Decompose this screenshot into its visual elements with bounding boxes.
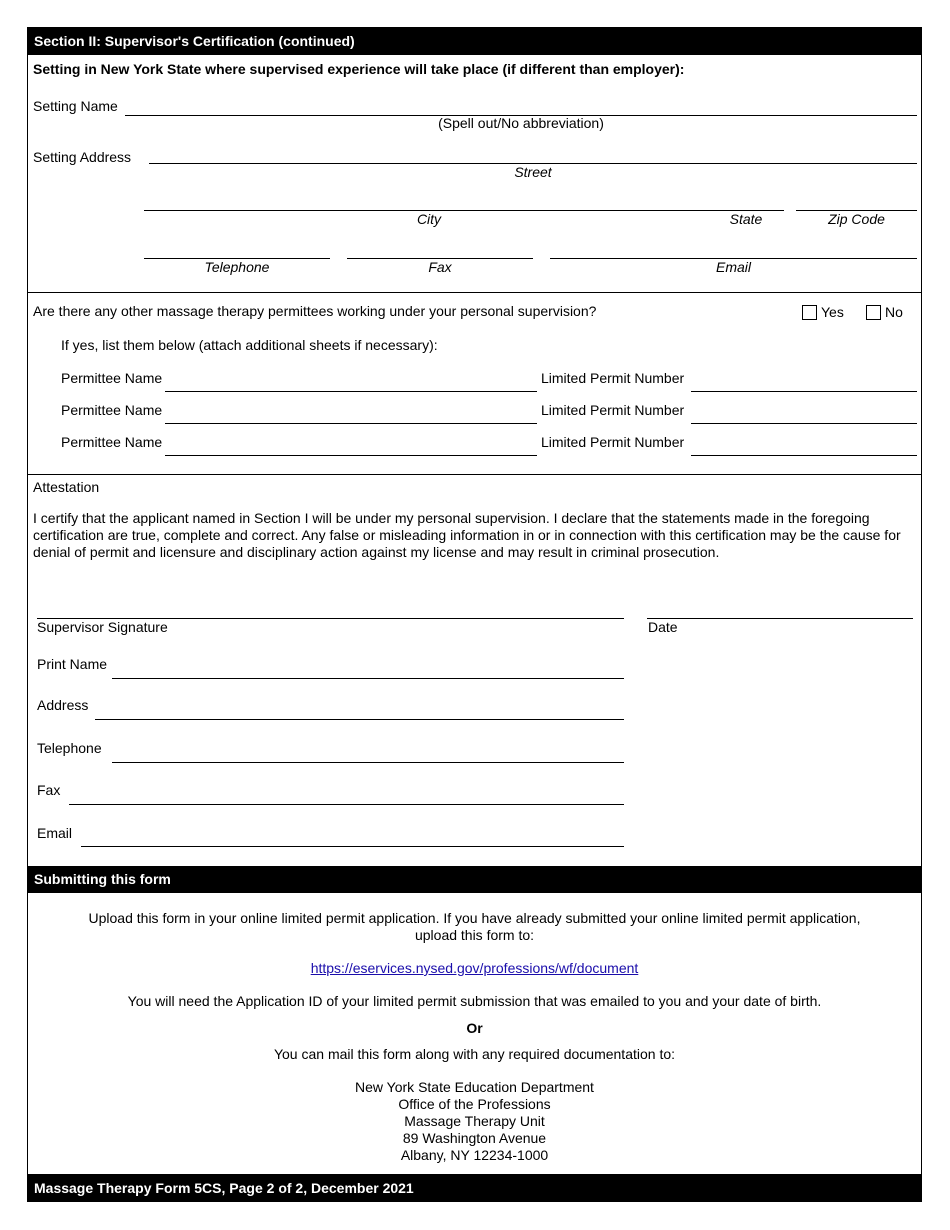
setting-heading: Setting in New York State where supervised experience will take place (if different than employer): bbox=[33, 61, 685, 77]
divider bbox=[27, 292, 922, 293]
print-name-label: Print Name bbox=[37, 656, 108, 672]
upload-line-1: Upload this form in your online limited permit application. If you have already submitted your online limited permit application, bbox=[88, 910, 861, 926]
yes-label: Yes bbox=[821, 304, 844, 320]
address-line: New York State Education Department bbox=[355, 1079, 594, 1095]
upload-line-2: upload this form to: bbox=[414, 927, 535, 943]
supervisor-email-field[interactable] bbox=[81, 846, 624, 847]
setting-name-caption: (Spell out/No abbreviation) bbox=[438, 115, 604, 131]
app-id-text: You will need the Application ID of your limited permit submission that was emailed to you and your date of birth. bbox=[127, 993, 822, 1009]
print-name-field[interactable] bbox=[112, 678, 624, 679]
document-link-wrap bbox=[27, 960, 922, 976]
permittee-name-field[interactable] bbox=[165, 455, 537, 456]
setting-name-label: Setting Name bbox=[33, 98, 118, 114]
zip-caption: Zip Code bbox=[828, 211, 885, 227]
section-header-text: Section II: Supervisor's Certification (continued) bbox=[34, 33, 355, 49]
yes-checkbox[interactable] bbox=[802, 305, 817, 320]
attestation-title: Attestation bbox=[33, 479, 100, 495]
or-text: Or bbox=[466, 1020, 483, 1036]
permittee-name-field[interactable] bbox=[165, 423, 537, 424]
address-line: Office of the Professions bbox=[398, 1096, 551, 1112]
permit-number-field[interactable] bbox=[691, 391, 917, 392]
supervisor-telephone-label: Telephone bbox=[37, 740, 102, 756]
permittee-name-field[interactable] bbox=[165, 391, 537, 392]
footer bbox=[27, 1174, 922, 1202]
signature-label: Supervisor Signature bbox=[37, 619, 168, 635]
state-caption: State bbox=[729, 211, 763, 227]
address-line: Massage Therapy Unit bbox=[404, 1113, 545, 1129]
fax-caption: Fax bbox=[428, 259, 452, 275]
permit-number-label: Limited Permit Number bbox=[541, 434, 685, 450]
permit-number-field[interactable] bbox=[691, 455, 917, 456]
attestation-text: I certify that the applicant named in Section I will be under my personal supervision. I declare that the statements made in the foregoing certification are true, complete and correct. Any false or misleading information in or in connection with this certification may be the cause for denial of permit and licensure and disciplinary action against my license and may result in criminal prosecution. bbox=[33, 510, 901, 560]
mail-text: You can mail this form along with any required documentation to: bbox=[273, 1046, 676, 1062]
address-line: 89 Washington Avenue bbox=[402, 1130, 547, 1146]
permit-number-label: Limited Permit Number bbox=[541, 402, 685, 418]
no-checkbox[interactable] bbox=[866, 305, 881, 320]
supervisor-fax-field[interactable] bbox=[69, 804, 624, 805]
supervisor-fax-label: Fax bbox=[37, 782, 61, 798]
submitting-header-text: Submitting this form bbox=[34, 871, 171, 887]
supervisor-address-label: Address bbox=[37, 697, 89, 713]
city-caption: City bbox=[416, 211, 442, 227]
email-caption: Email bbox=[715, 259, 751, 275]
date-label: Date bbox=[648, 619, 678, 635]
street-caption: Street bbox=[514, 164, 552, 180]
divider bbox=[27, 474, 922, 475]
supervisor-address-field[interactable] bbox=[95, 719, 624, 720]
permit-number-field[interactable] bbox=[691, 423, 917, 424]
telephone-caption: Telephone bbox=[204, 259, 270, 275]
footer-text: Massage Therapy Form 5CS, Page 2 of 2, December 2021 bbox=[34, 1180, 414, 1196]
address-line: Albany, NY 12234-1000 bbox=[400, 1147, 549, 1163]
document-link[interactable]: https://eservices.nysed.gov/professions/wf/document bbox=[310, 960, 639, 976]
permit-number-label: Limited Permit Number bbox=[541, 370, 685, 386]
submitting-header bbox=[27, 866, 922, 893]
permittee-name-label: Permittee Name bbox=[61, 402, 163, 418]
section-header bbox=[27, 27, 922, 55]
supervisor-telephone-field[interactable] bbox=[112, 762, 624, 763]
permittees-question: Are there any other massage therapy permittees working under your personal supervision? bbox=[33, 303, 597, 319]
supervisor-email-label: Email bbox=[37, 825, 73, 841]
date-field[interactable] bbox=[647, 618, 913, 619]
permittee-name-label: Permittee Name bbox=[61, 434, 163, 450]
permittee-name-label: Permittee Name bbox=[61, 370, 163, 386]
permittees-instruction: If yes, list them below (attach additional sheets if necessary): bbox=[61, 337, 438, 353]
no-label: No bbox=[885, 304, 903, 320]
setting-address-label: Setting Address bbox=[33, 149, 132, 165]
